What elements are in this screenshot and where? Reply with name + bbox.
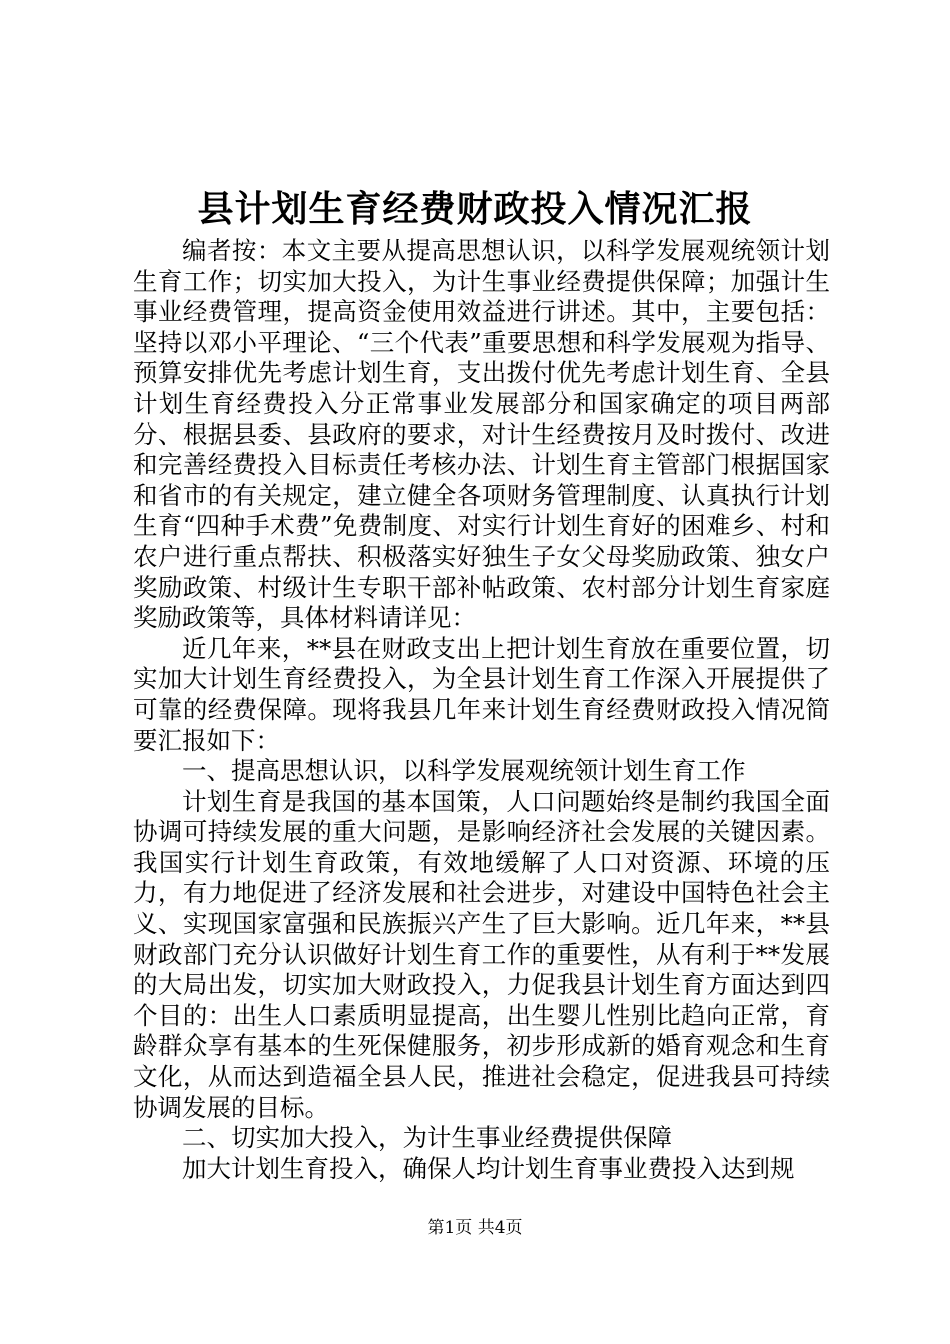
section-heading-2: 二、切实加大投入，为计生事业经费提供保障 — [182, 1123, 672, 1153]
page-number-footer: 第1页 共4页 — [427, 1218, 523, 1238]
section-2-paragraph: 加大计划生育投入，确保人均计划生育事业费投入达到规 — [182, 1153, 795, 1183]
intro-paragraph: 近几年来，**县在财政支出上把计划生育放在重要位置，切实加大计划生育经费投入，为全县计划生育工作深入开展提供了可靠的经费保障。现将我县几年来计划生育经费财政投入情况简要汇报如下： — [133, 633, 830, 755]
section-heading-1: 一、提高思想认识，以科学发展观统领计划生育工作 — [182, 756, 746, 786]
editor-note-paragraph: 编者按：本文主要从提高思想认识，以科学发展观统领计划生育工作；切实加大投入，为计生事业经费提供保障；加强计生事业经费管理，提高资金使用效益进行讲述。其中，主要包括：坚持以邓小平理论、“三个代表”重要思想和科学发展观为指导、预算安排优先考虑计划生育，支出拨付优先考虑计划生育、全县计划生育经费投入分正常事业发展部分和国家确定的项目两部分、根据县委、县政府的要求，对计生经费按月及时拨付、改进和完善经费投入目标责任考核办法、计划生育主管部门根据国家和省市的有关规定，建立健全各项财务管理制度、认真执行计划生育“四种手术费”免费制度、对实行计划生育好的困难乡、村和农户进行重点帮扶、积极落实好独生子女父母奖励政策、独女户奖励政策、村级计生专职干部补帖政策、农村部分计划生育家庭奖励政策等，具体材料请详见： — [133, 236, 830, 633]
section-1-paragraph: 计划生育是我国的基本国策，人口问题始终是制约我国全面协调可持续发展的重大问题，是影响经济社会发展的关键因素。我国实行计划生育政策，有效地缓解了人口对资源、环境的压力，有力地促进了经济发展和社会进步，对建设中国特色社会主义、实现国家富强和民族振兴产生了巨大影响。近几年来，**县财政部门充分认识做好计划生育工作的重要性，从有利于**发展的大局出发，切实加大财政投入，力促我县计划生育方面达到四个目的：出生人口素质明显提高，出生婴儿性别比趋向正常，育龄群众享有基本的生死保健服务，初步形成新的婚育观念和生育文化，从而达到造福全县人民，推进社会稳定，促进我县可持续协调发展的目标。 — [133, 786, 830, 1122]
document-title: 县计划生育经费财政投入情况汇报 — [197, 188, 753, 230]
document-body — [133, 236, 830, 1184]
